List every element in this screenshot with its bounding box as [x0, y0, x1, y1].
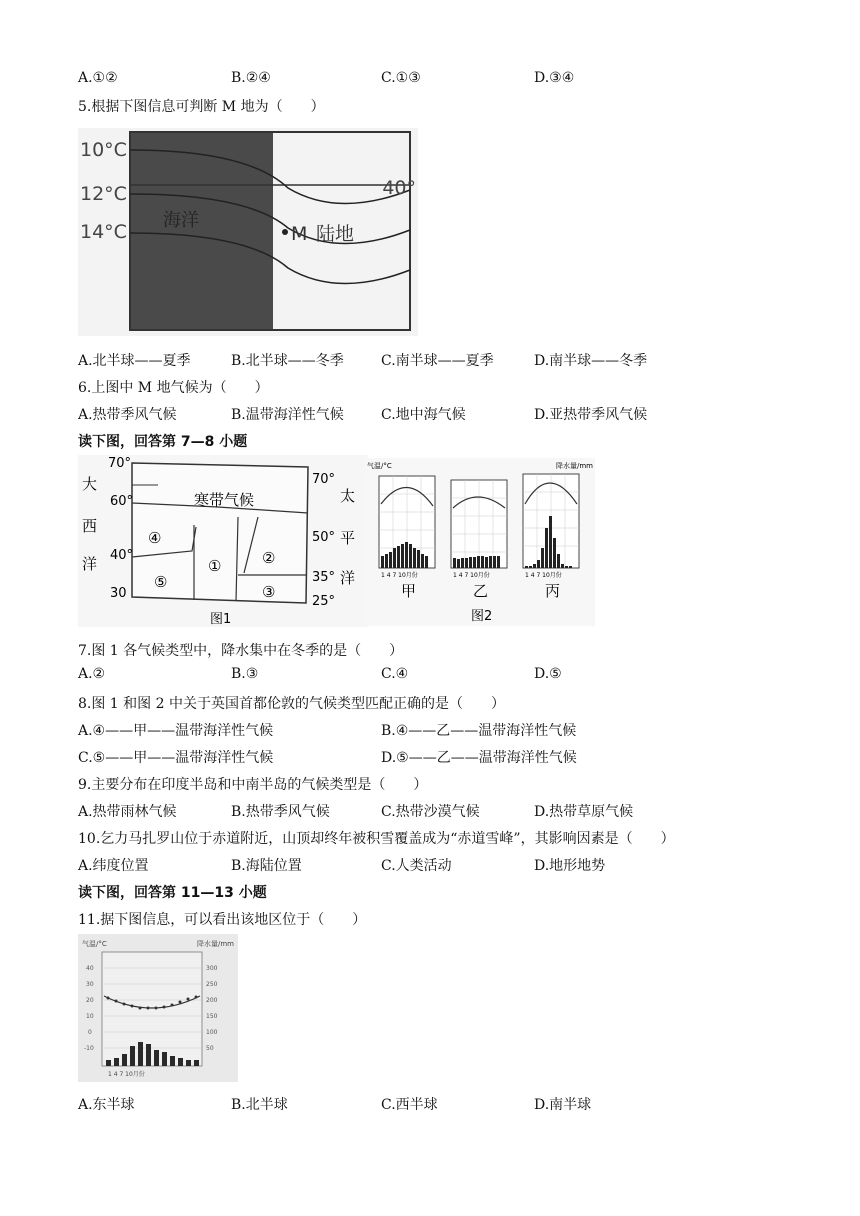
- q5-option-a: A.北半球——夏季: [78, 353, 191, 369]
- q9-option-d: D.热带草原气候: [534, 804, 634, 820]
- svg-text:200: 200: [206, 997, 218, 1004]
- figure-2-caption: 图2: [471, 609, 493, 624]
- fig2-y-right-label: 降水量/mm: [556, 462, 593, 470]
- region-4: ④: [148, 529, 162, 547]
- q11-option-d: D.南半球: [534, 1097, 592, 1113]
- q11-y-right-label: 降水量/mm: [197, 940, 234, 948]
- q6-stem: 6.上图中 M 地气候为（ ）: [78, 380, 269, 396]
- q11-option-b: B.北半球: [231, 1097, 288, 1113]
- svg-text:10: 10: [86, 1013, 94, 1020]
- ocean-right-1: 太: [340, 487, 356, 505]
- lat-right-35: 35°: [312, 570, 336, 585]
- svg-text:20: 20: [86, 997, 94, 1004]
- q7-stem: 7.图 1 各气候类型中，降水集中在冬季的是（ ）: [78, 643, 404, 659]
- lat-right-25: 25°: [312, 594, 336, 609]
- q7-option-a: A.②: [78, 666, 106, 682]
- lat-left-30: 30: [110, 586, 127, 601]
- chart-bing-label: 丙: [545, 582, 561, 600]
- lat-left-40: 40°: [110, 548, 134, 563]
- svg-text:100: 100: [206, 1029, 218, 1036]
- region-1: ①: [208, 557, 222, 575]
- q4-option-d: D.③④: [534, 70, 575, 86]
- q5-option-c: C.南半球——夏季: [381, 353, 494, 369]
- q11-option-c: C.西半球: [381, 1097, 438, 1113]
- q6-option-c: C.地中海气候: [381, 407, 466, 423]
- svg-text:250: 250: [206, 981, 218, 988]
- q7-option-c: C.④: [381, 666, 409, 682]
- section-heading-7-8: 读下图，回答第 7—8 小题: [78, 434, 248, 450]
- q4-option-c: C.①③: [381, 70, 421, 86]
- q9-stem: 9.主要分布在印度半岛和中南半岛的气候类型是（ ）: [78, 777, 428, 793]
- chart-jia-label: 甲: [401, 582, 417, 600]
- q10-stem: 10.乞力马扎罗山位于赤道附近，山顶却终年被积雪覆盖成为“赤道雪峰”，其影响因素是（ ）: [78, 831, 675, 847]
- q7-option-d: D.⑤: [534, 666, 562, 682]
- isotherm-10-label: 10°C: [80, 139, 127, 161]
- q10-option-a: A.纬度位置: [78, 858, 149, 874]
- point-m-label: M: [291, 223, 308, 245]
- figure-1-caption: 图1: [210, 612, 232, 627]
- q5-option-d: D.南半球——冬季: [534, 353, 648, 369]
- svg-text:0: 0: [88, 1029, 92, 1036]
- ocean-left-1: 大: [82, 475, 98, 493]
- section-heading-11-13: 读下图，回答第 11—13 小题: [78, 885, 267, 901]
- q4-option-b: B.②④: [231, 70, 271, 86]
- figure-1-climate-map: [78, 455, 368, 627]
- land-label: 陆地: [316, 223, 355, 245]
- fig2-x-label-2: 1 4 7 10月份: [453, 572, 490, 579]
- q11-x-label: 1 4 7 10月份: [108, 1071, 145, 1078]
- q10-option-b: B.海陆位置: [231, 858, 302, 874]
- isotherm-14-label: 14°C: [80, 221, 127, 243]
- q11-y-left-label: 气温/°C: [82, 940, 107, 948]
- q11-stem: 11.据下图信息，可以看出该地区位于（ ）: [78, 912, 367, 928]
- q11-climate-chart: [78, 934, 238, 1082]
- q10-option-d: D.地形地势: [534, 858, 606, 874]
- q8-stem: 8.图 1 和图 2 中关于英国首都伦敦的气候类型匹配正确的是（ ）: [78, 696, 505, 712]
- q5-isotherm-figure: [78, 128, 418, 336]
- ocean-label: 海洋: [163, 210, 199, 231]
- svg-text:30: 30: [86, 981, 94, 988]
- ocean-left-3: 洋: [82, 555, 98, 573]
- q7-option-b: B.③: [231, 666, 259, 682]
- q9-option-a: A.热带雨林气候: [78, 804, 177, 820]
- lat-left-60: 60°: [110, 494, 134, 509]
- lat-left-70: 70°: [108, 456, 132, 471]
- ocean-left-2: 西: [82, 517, 98, 535]
- polar-zone-label: 寒带气候: [194, 491, 255, 509]
- ocean-right-2: 平: [340, 529, 356, 547]
- fig2-x-label-3: 1 4 7 10月份: [525, 572, 562, 579]
- latitude-label: 40°: [382, 177, 416, 199]
- q9-option-b: B.热带季风气候: [231, 804, 330, 820]
- q11-option-a: A.东半球: [78, 1097, 135, 1113]
- svg-text:150: 150: [206, 1013, 218, 1020]
- q6-option-a: A.热带季风气候: [78, 407, 177, 423]
- q4-option-a: A.①②: [78, 70, 118, 86]
- q10-option-c: C.人类活动: [381, 858, 452, 874]
- q6-option-b: B.温带海洋性气候: [231, 407, 344, 423]
- lat-right-50: 50°: [312, 530, 336, 545]
- q6-option-d: D.亚热带季风气候: [534, 407, 648, 423]
- fig2-x-label-1: 1 4 7 10月份: [381, 572, 418, 579]
- region-2: ②: [262, 549, 276, 567]
- q9-option-c: C.热带沙漠气候: [381, 804, 480, 820]
- q8-option-a: A.④——甲——温带海洋性气候: [78, 723, 274, 739]
- q5-option-b: B.北半球——冬季: [231, 353, 344, 369]
- fig2-y-left-label: 气温/°C: [367, 462, 392, 470]
- lat-right-70: 70°: [312, 472, 336, 487]
- region-3: ③: [262, 583, 276, 601]
- q8-option-c: C.⑤——甲——温带海洋性气候: [78, 750, 274, 766]
- svg-text:-10: -10: [84, 1045, 94, 1052]
- ocean-right-3: 洋: [340, 569, 356, 587]
- point-m-marker: [282, 229, 288, 235]
- region-5: ⑤: [154, 573, 168, 591]
- isotherm-12-label: 12°C: [80, 183, 127, 205]
- q5-stem: 5.根据下图信息可判断 M 地为（ ）: [78, 99, 325, 115]
- chart-yi-label: 乙: [473, 582, 489, 600]
- q8-option-d: D.⑤——乙——温带海洋性气候: [381, 750, 577, 766]
- svg-text:40: 40: [86, 965, 94, 972]
- svg-text:50: 50: [206, 1045, 214, 1052]
- figure-2-climate-charts: [365, 458, 595, 626]
- svg-text:300: 300: [206, 965, 218, 972]
- q8-option-b: B.④——乙——温带海洋性气候: [381, 723, 577, 739]
